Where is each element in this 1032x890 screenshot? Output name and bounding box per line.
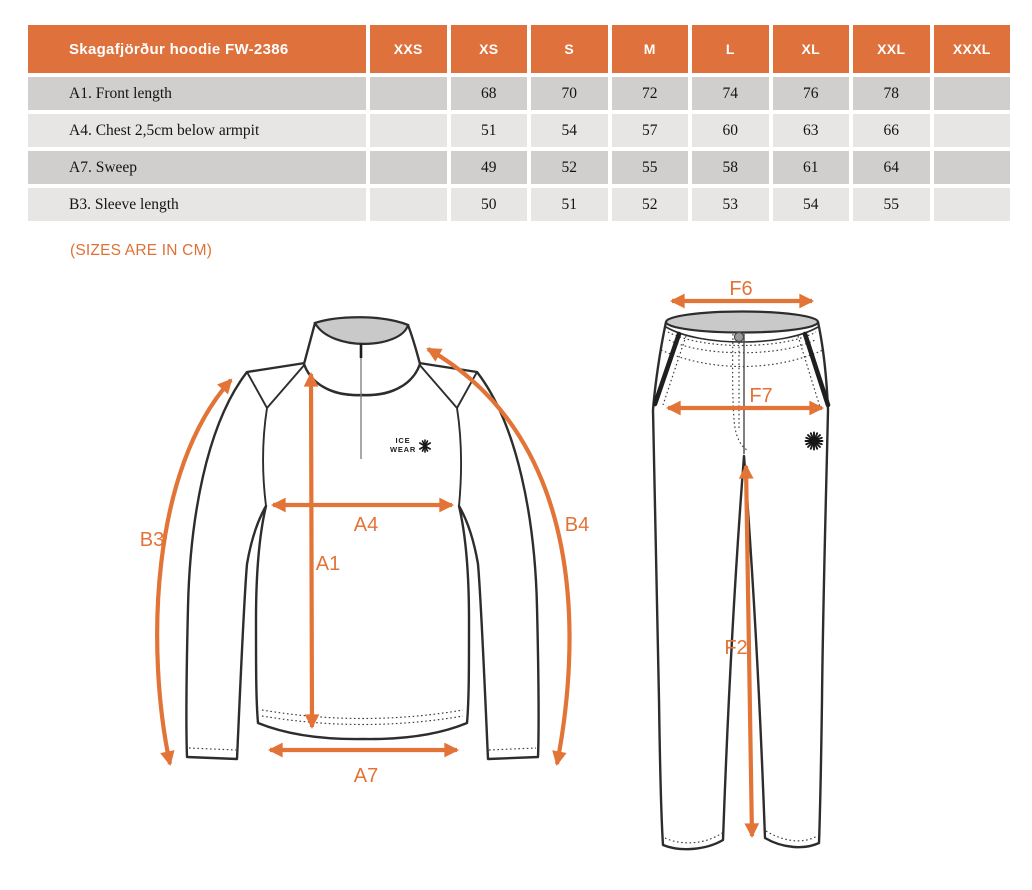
size-value-cell: 51 xyxy=(451,114,528,147)
label-f2: F2 xyxy=(724,637,748,659)
size-value-cell: 72 xyxy=(612,77,689,110)
hoodie-body-outline xyxy=(186,363,538,759)
size-value-cell: 60 xyxy=(692,114,769,147)
pants-waist-opening xyxy=(666,312,818,333)
logo-line2: WEAR xyxy=(389,445,417,454)
size-column-header-xxl: XXL xyxy=(853,25,930,73)
size-value-cell: 61 xyxy=(773,151,850,184)
label-f7: F7 xyxy=(749,385,773,407)
size-value-cell: 78 xyxy=(853,77,930,110)
measurement-row-label: A7. Sweep xyxy=(28,151,366,184)
size-value-cell: 54 xyxy=(773,188,850,221)
pants-diagram xyxy=(653,278,828,849)
size-value-cell: 52 xyxy=(531,151,608,184)
size-column-header-xl: XL xyxy=(773,25,850,73)
size-column-header-xs: XS xyxy=(451,25,528,73)
size-value-cell: 57 xyxy=(612,114,689,147)
size-value-cell: 58 xyxy=(692,151,769,184)
size-value-cell: 53 xyxy=(692,188,769,221)
size-value-cell: 76 xyxy=(773,77,850,110)
size-value-cell: 54 xyxy=(531,114,608,147)
pants-snowflake-icon xyxy=(806,433,823,450)
label-b4: B4 xyxy=(564,514,590,536)
size-value-cell: 64 xyxy=(853,151,930,184)
pants-body-outline xyxy=(653,315,828,850)
size-column-header-s: S xyxy=(531,25,608,73)
product-title-cell: Skagafjörður hoodie FW-2386 xyxy=(28,25,366,73)
size-column-header-xxs: XXS xyxy=(370,25,447,73)
size-value-cell: 50 xyxy=(451,188,528,221)
label-f6: F6 xyxy=(729,278,753,300)
size-value-cell: 70 xyxy=(531,77,608,110)
measurement-row-label: B3. Sleeve length xyxy=(28,188,366,221)
logo-line1: ICE xyxy=(395,436,411,445)
size-column-header-l: L xyxy=(692,25,769,73)
size-value-cell: 51 xyxy=(531,188,608,221)
arrow-a1 xyxy=(311,374,312,727)
measurement-row-label: A1. Front length xyxy=(28,77,366,110)
size-column-header-m: M xyxy=(612,25,689,73)
label-a7: A7 xyxy=(353,765,379,787)
measurement-row-label: A4. Chest 2,5cm below armpit xyxy=(28,114,366,147)
label-a4: A4 xyxy=(353,514,379,536)
size-value-cell: 55 xyxy=(853,188,930,221)
size-value-cell: 74 xyxy=(692,77,769,110)
hoodie-diagram xyxy=(140,317,589,787)
size-value-cell: 55 xyxy=(612,151,689,184)
size-value-cell: 66 xyxy=(853,114,930,147)
size-column-header-xxxl: XXXL xyxy=(934,25,1011,73)
label-b3: B3 xyxy=(139,529,165,551)
size-value-cell: 52 xyxy=(612,188,689,221)
units-note: (SIZES ARE IN CM) xyxy=(70,242,213,259)
size-value-cell: 68 xyxy=(451,77,528,110)
size-value-cell: 63 xyxy=(773,114,850,147)
pants-button xyxy=(735,333,744,342)
size-value-cell: 49 xyxy=(451,151,528,184)
label-a1: A1 xyxy=(315,553,341,575)
